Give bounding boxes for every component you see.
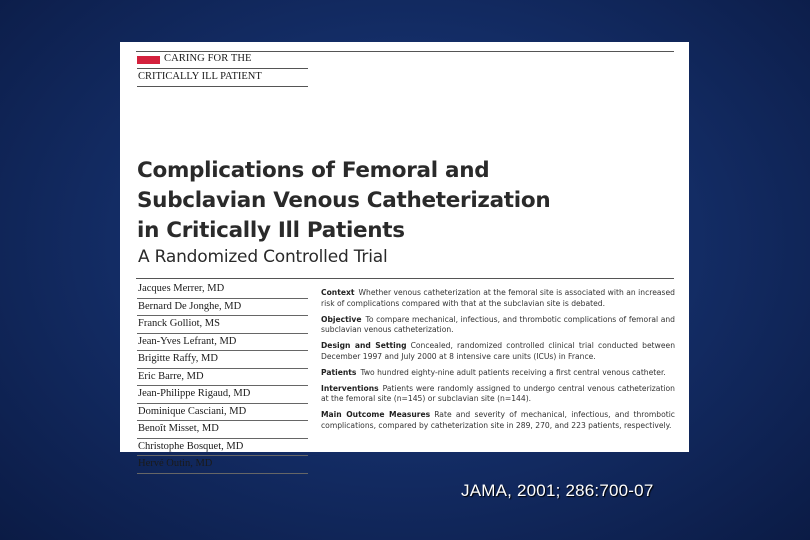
author-item: Hervé Outin, MD [137,456,308,474]
abstract-outcomes [321,410,675,431]
author-item: Eric Barre, MD [137,369,308,387]
section-tag-line1: CARING FOR THE [164,53,252,64]
abstract-interventions [321,384,675,405]
author-item: Christophe Bosquet, MD [137,439,308,457]
top-rule [136,51,674,52]
section-tag-bar [137,56,160,64]
author-item: Bernard De Jonghe, MD [137,299,308,317]
author-item: Franck Golliot, MS [137,316,308,334]
abstract-text: Rate and severity of mechanical, infectious, and thrombotic complications, compared by catheterization site in 289, 270, and 223 patients, respectively. [321,410,675,430]
section-tag-line2: CRITICALLY ILL PATIENT [138,71,262,82]
citation: JAMA, 2001; 286:700-07 [461,481,654,500]
author-item: Jean-Philippe Rigaud, MD [137,386,308,404]
section-tag-rule-bottom [137,86,308,87]
abstract-text: Patients were randomly assigned to undergo central venous catheterization at the femoral site (n=145) or subclavian site (n=144). [321,383,675,403]
section-tag-rule [137,68,308,69]
article-page [120,42,689,469]
article-title-line-1: Complications of Femoral and [137,158,490,183]
article-subtitle: A Randomized Controlled Trial [138,247,388,267]
abstract [321,288,675,437]
article-title [137,156,677,246]
author-item: Jacques Merrer, MD [137,281,308,299]
abstract-design [321,341,675,362]
header-divider [136,278,674,279]
author-item: Brigitte Raffy, MD [137,351,308,369]
abstract-label: Context [321,288,355,297]
author-list [137,281,308,474]
article-title-line-3: in Critically Ill Patients [137,218,405,243]
abstract-label: Patients [321,367,357,377]
abstract-label: Main Outcome Measures [321,410,431,419]
abstract-text: To compare mechanical, infectious, and thrombotic complications of femoral and subclavian venous catheterization. [321,314,675,334]
author-item: Benoît Misset, MD [137,421,308,439]
author-item: Jean-Yves Lefrant, MD [137,334,308,352]
abstract-context [321,288,675,309]
abstract-text: Concealed, randomized controlled clinical trial conducted between December 1997 and July 2000 at 8 intensive care units (ICUs) in France. [321,341,676,361]
abstract-label: Interventions [321,383,379,393]
abstract-label: Objective [321,314,362,324]
abstract-text: Whether venous catheterization at the femoral site is associated with an increased risk of complications compared with that at the subclavian site is debated. [321,288,675,308]
abstract-patients [321,368,675,379]
abstract-text: Two hundred eighty-nine adult patients receiving a first central venous catheter. [360,367,666,377]
abstract-label: Design and Setting [321,341,407,350]
author-item: Dominique Casciani, MD [137,404,308,422]
article-title-line-2: Subclavian Venous Catheterization [137,188,551,213]
abstract-objective [321,315,675,336]
